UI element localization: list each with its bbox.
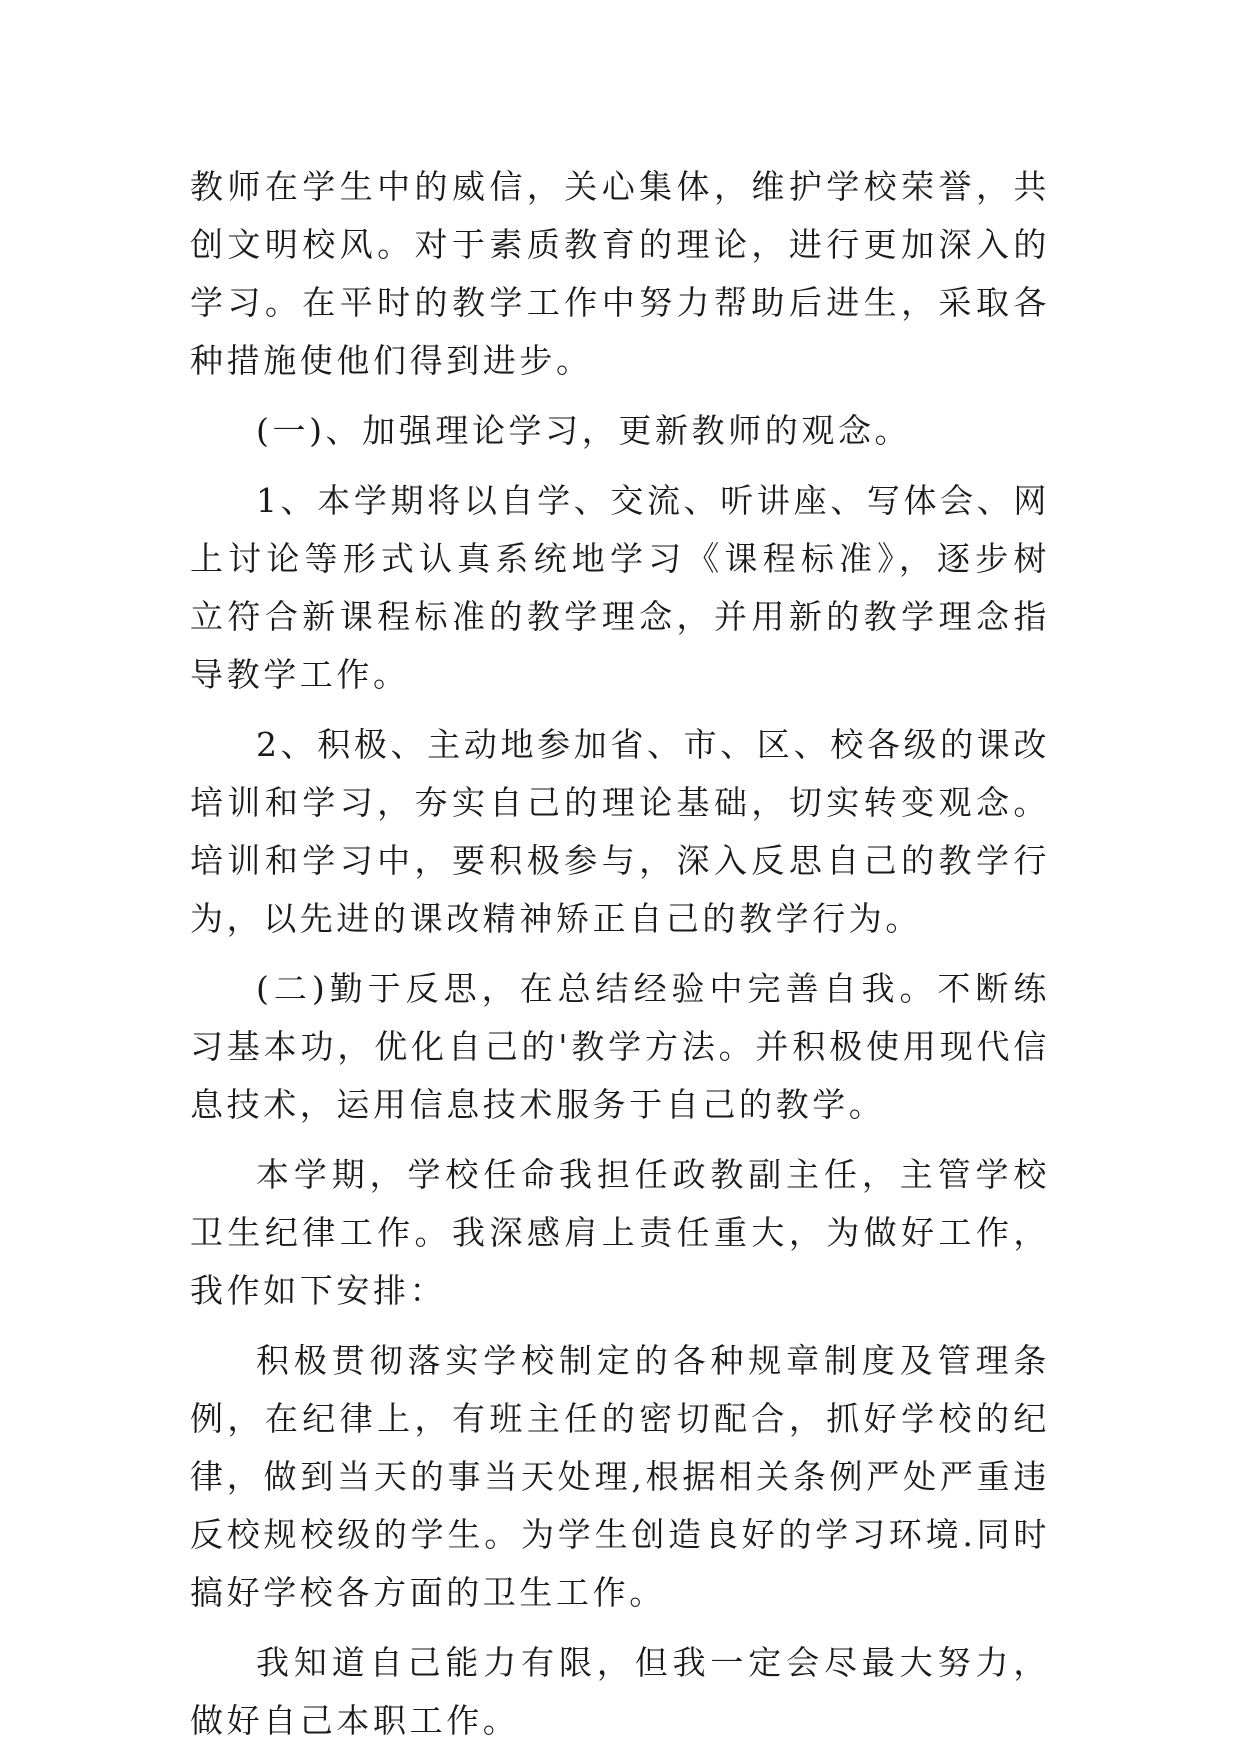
closing-paragraph: 我知道自己能力有限，但我一定会尽最大努力，做好自己本职工作。 [190,1643,1050,1740]
section-heading-1: (一)、加强理论学习，更新教师的观念。 [256,411,912,450]
paragraph: 积极贯彻落实学校制定的各种规章制度及管理条例，在纪律上，有班主任的密切配合，抓好学校的纪律，做到当天的事当天处理,根据相关条例严处严重违反校规校级的学生。为学生创造良好的学习环境.同时搞好学校各方面的卫生工作。 [190,1341,1050,1612]
paragraph: 教师在学生中的威信，关心集体，维护学校荣誉，共创文明校风。对于素质教育的理论，进行更加深入的学习。在平时的教学工作中努力帮助后进生，采取各种措施使他们得到进步。 [190,167,1050,380]
paragraph: 1、本学期将以自学、交流、听讲座、写体会、网上讨论等形式认真系统地学习《课程标准》，逐步树立符合新课程标准的教学理念，并用新的教学理念指导教学工作。 [190,481,1050,694]
section-heading-2: (二)勤于反思，在总结经验中完善自我。不断练习基本功，优化自己的'教学方法。并积极使用现代信息技术，运用信息技术服务于自己的教学。 [190,969,1050,1124]
document-body [190,158,1050,1762]
paragraph: 本学期，学校任命我担任政教副主任，主管学校卫生纪律工作。我深感肩上责任重大，为做好工作，我作如下安排： [190,1155,1050,1310]
paragraph: 2、积极、主动地参加省、市、区、校各级的课改培训和学习，夯实自己的理论基础，切实转变观念。培训和学习中，要积极参与，深入反思自己的教学行为，以先进的课改精神矫正自己的教学行为。 [190,725,1050,938]
